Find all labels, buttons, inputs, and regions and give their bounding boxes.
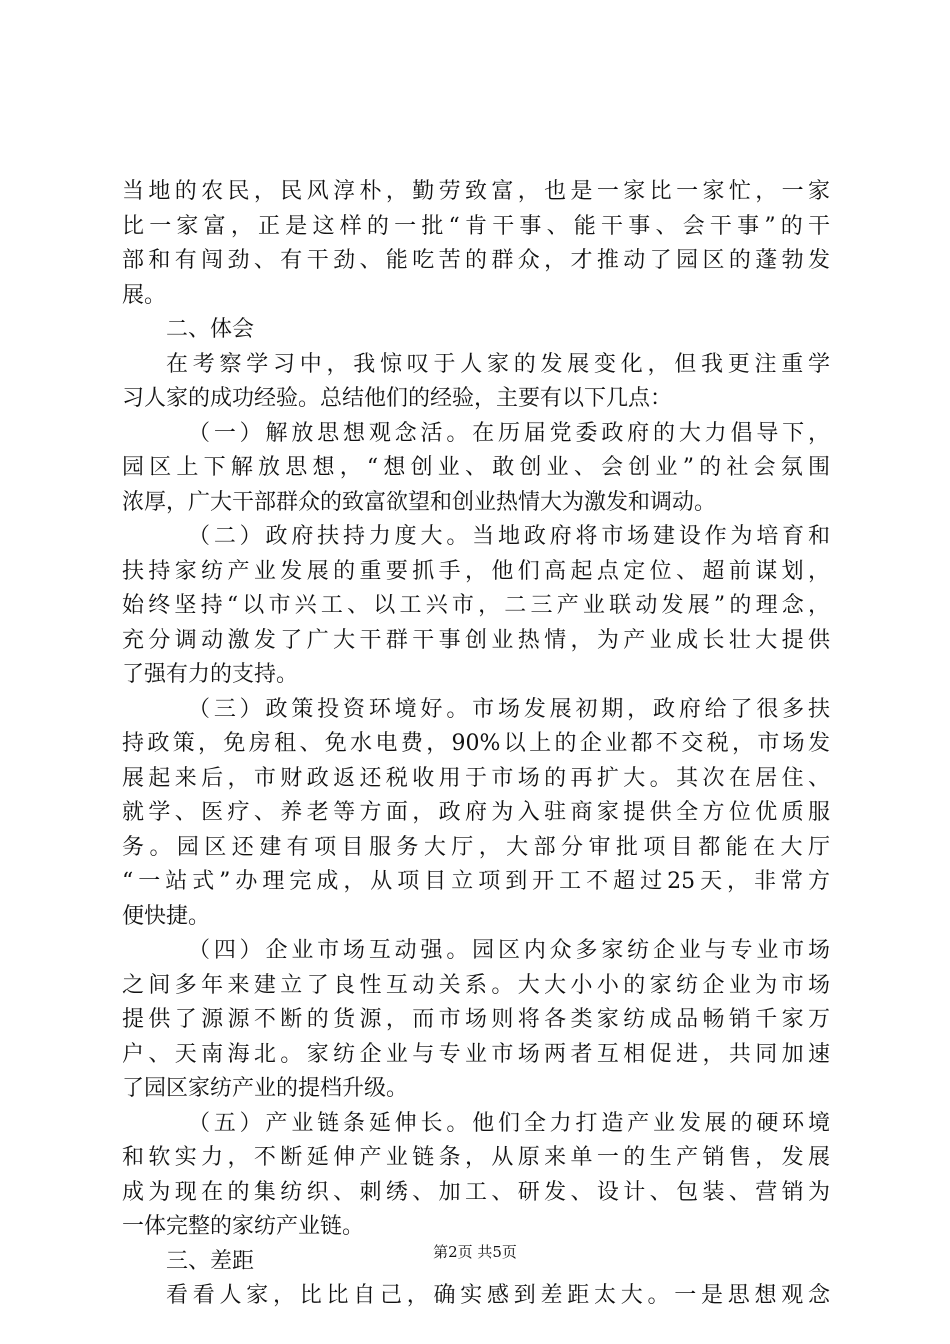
text-line: 就学、医疗、养老等方面，政府为入驻商家提供全方位优质服 — [122, 800, 830, 825]
text-line: 始终坚持“以市兴工、以工兴市，二三产业联动发展”的理念， — [122, 593, 830, 618]
text-line: 成为现在的集纺织、刺绣、加工、研发、设计、包装、营销为 — [122, 1179, 830, 1205]
text-line: （三）政策投资环境好。市场发展初期，政府给了很多扶 — [188, 696, 830, 722]
text-line: 部和有闯劲、有干劲、能吃苦的群众，才推动了园区的蓬勃发 — [122, 248, 830, 273]
text-line: 扶持家纺产业发展的重要抓手，他们高起点定位、超前谋划， — [122, 558, 830, 584]
text-line: 和软实力，不断延伸产业链条，从原来单一的生产销售，发展 — [122, 1145, 830, 1170]
text-line: 展起来后，市财政返还税收用于市场的再扩大。其次在居住、 — [122, 765, 830, 791]
text-line: 户、天南海北。家纺企业与专业市场两者互相促进，共同加速 — [122, 1041, 830, 1067]
text-line: 一体完整的家纺产业链。 — [122, 1214, 365, 1239]
text-line: 持政策，免房租、免水电费，90%以上的企业都不交税，市场发 — [122, 731, 830, 756]
text-line: 看看人家，比比自己，确实感到差距太大。一是思想观念 — [166, 1283, 830, 1308]
text-line: （二）政府扶持力度大。当地政府将市场建设作为培育和 — [188, 524, 830, 549]
text-line: 展。 — [122, 282, 167, 308]
text-line: 提供了源源不断的货源，而市场则将各类家纺成品畅销千家万 — [122, 1007, 830, 1032]
text-line: （四）企业市场互动强。园区内众多家纺企业与专业市场 — [188, 938, 830, 963]
text-line: 之间多年来建立了良性互动关系。大大小小的家纺企业为市场 — [122, 972, 830, 998]
text-line: 当地的农民，民风淳朴，勤劳致富，也是一家比一家忙，一家 — [122, 179, 830, 204]
text-line: 三、差距 — [166, 1248, 255, 1274]
text-line: 在考察学习中，我惊叹于人家的发展变化，但我更注重学 — [166, 351, 830, 377]
text-line: 园区上下解放思想，“想创业、敢创业、会创业”的社会氛围 — [122, 455, 830, 480]
page-footer: 第2页 共5页 — [433, 1243, 517, 1261]
text-line: （五）产业链条延伸长。他们全力打造产业发展的硬环境 — [188, 1110, 830, 1136]
text-line: 了强有力的支持。 — [122, 662, 299, 687]
text-line: 二、体会 — [166, 317, 255, 342]
text-line: 了园区家纺产业的提档升级。 — [122, 1076, 409, 1101]
text-line: 比一家富，正是这样的一批“肯干事、能干事、会干事”的干 — [122, 213, 830, 239]
text-line: 务。园区还建有项目服务大厅，大部分审批项目都能在大厅 — [122, 834, 830, 860]
text-line: “一站式”办理完成，从项目立项到开工不超过25天，非常方 — [122, 869, 830, 894]
text-line: 浓厚，广大干部群众的致富欲望和创业热情大为激发和调动。 — [122, 489, 717, 515]
text-line: 习人家的成功经验。总结他们的经验，主要有以下几点： — [122, 386, 673, 411]
text-line: （一）解放思想观念活。在历届党委政府的大力倡导下， — [188, 420, 830, 446]
body-text — [122, 175, 830, 1314]
text-line: 便快捷。 — [122, 903, 211, 929]
text-line: 充分调动激发了广大干群干事创业热情，为产业成长壮大提供 — [122, 627, 830, 653]
